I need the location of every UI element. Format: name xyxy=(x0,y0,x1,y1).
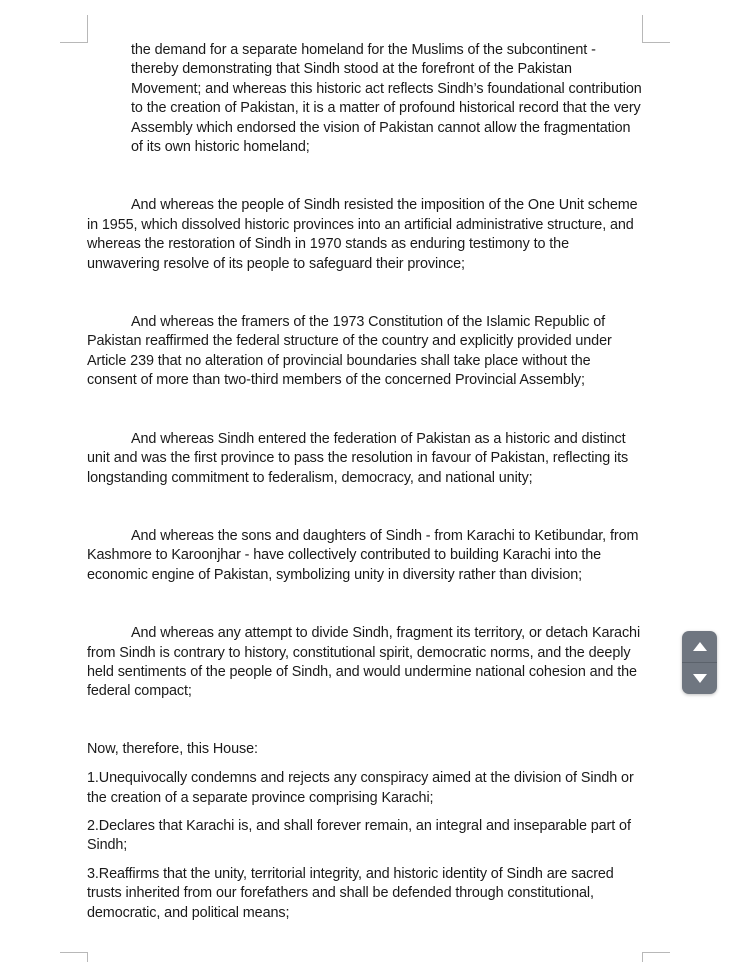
paragraph-one-unit: And whereas the people of Sindh resisted the imposition of the One Unit scheme in 1955, which dissolved historic provinces into an artificial administrative structure, and whereas the restoration of Sindh in 1970 stands as enduring testimony to the unwavering resolve of its people to safeguard their province; xyxy=(87,197,638,272)
triangle-up-icon xyxy=(693,642,707,651)
paragraph-divide-attempt: And whereas any attempt to divide Sindh, fragment its territory, or detach Karachi from Sindh is contrary to history, constitutional spirit, democratic norms, and the deeply held sentiments of the people of Sindh, and would undermine national cohesion and the federal compact; xyxy=(87,625,641,700)
page-scroll-control xyxy=(682,631,717,694)
paragraph-constitution: And whereas the framers of the 1973 Constitution of the Islamic Republic of Pakistan reaffirmed the federal structure of the country and explicitly provided under Article 239 that no alteration of provincial boundaries shall take place without the consent of more than two-third members of the concerned Provincial Assembly; xyxy=(87,314,612,389)
paragraph-federation: And whereas Sindh entered the federation of Pakistan as a historic and distinct unit and was the first province to pass the resolution in favour of Pakistan, reflecting its longstanding commitment to federalism, democracy, and national unity; xyxy=(87,430,629,486)
resolution-item-1: 1.Unequivocally condemns and rejects any conspiracy aimed at the division of Sindh or the creation of a separate province comprising Karachi; xyxy=(87,770,634,806)
triangle-down-icon xyxy=(693,674,707,683)
scroll-up-button[interactable] xyxy=(682,631,717,662)
paragraph-sons-daughters: And whereas the sons and daughters of Sindh - from Karachi to Ketibundar, from Kashmore to Karoonjhar - have collectively contributed to building Karachi into the economic engine of Pakistan, symbolizing unity in diversity rather than division; xyxy=(87,527,639,583)
paragraph-continuation: the demand for a separate homeland for the Muslims of the subcontinent - thereby demonstrating that Sindh stood at the forefront of the Pakistan Movement; and whereas this historic act reflects Sindh’s foundational contribution to the creation of Pakistan, it is a matter of profound historical record that the very Assembly which endorsed the vision of Pakistan cannot allow the fragmentation of its own historic homeland; xyxy=(131,42,642,156)
resolution-item-3: 3.Reaffirms that the unity, territorial integrity, and historic identity of Sindh are sacred trusts inherited from our forefathers and shall be defended through constitutional, democratic, and political means; xyxy=(87,865,614,921)
scroll-down-button[interactable] xyxy=(682,663,717,694)
resolution-intro: Now, therefore, this House: xyxy=(87,740,258,757)
document-body xyxy=(87,41,643,923)
resolution-item-2: 2.Declares that Karachi is, and shall forever remain, an integral and inseparable part of Sindh; xyxy=(87,817,631,854)
